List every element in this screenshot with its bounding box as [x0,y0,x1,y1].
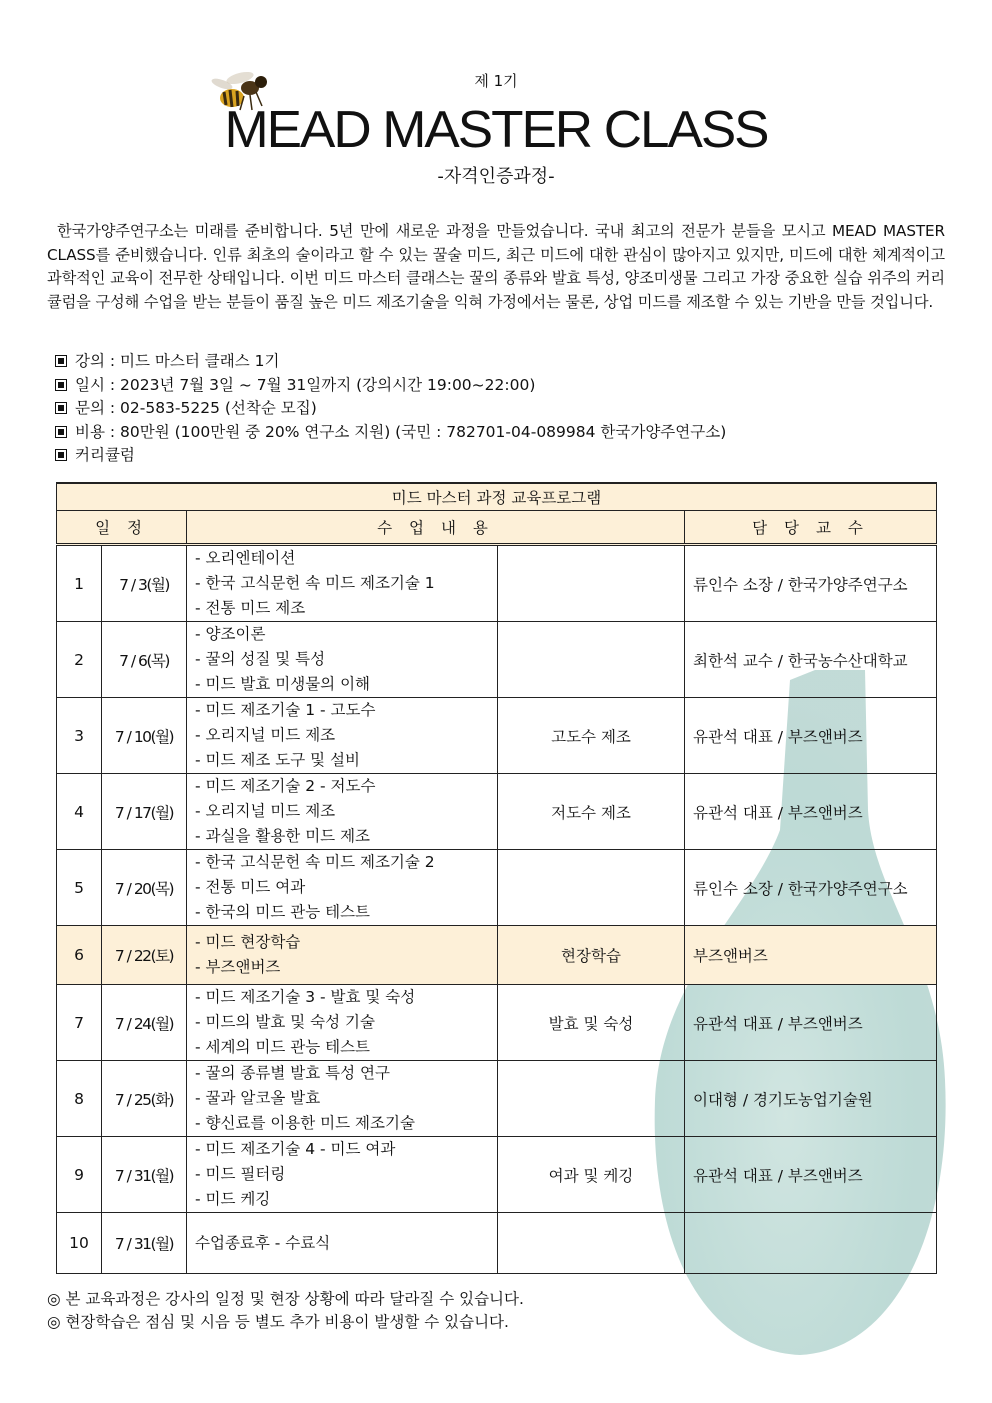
row-items [187,545,498,622]
notes [47,1288,524,1334]
row-number: 8 [57,1061,102,1137]
row-topic: 고도수 제조 [498,698,685,774]
row-item: - 향신료를 이용한 미드 제조기술 [195,1114,415,1132]
row-items [187,774,498,850]
row-date: 7 / 3(월) [102,545,187,622]
row-professor [685,1213,937,1274]
table-row [57,850,937,926]
row-item: - 미드 현장학습 [195,933,301,951]
row-items [187,1213,498,1274]
row-date: 7 / 6(목) [102,622,187,698]
row-items [187,1137,498,1213]
row-item: 수업종료후 - 수료식 [195,1233,331,1252]
info-item-lecture: 강의 : 미드 마스터 클래스 1기 [55,350,726,374]
row-items [187,698,498,774]
row-item: - 미드 제조기술 2 - 저도수 [195,777,376,795]
row-item: - 미드 케깅 [195,1190,271,1208]
curriculum-table [56,482,937,1274]
row-item: - 미드의 발효 및 숙성 기술 [195,1013,375,1031]
table-row [57,774,937,850]
row-item: - 꿀과 알코올 발효 [195,1089,321,1107]
header-content: 수 업 내 용 [187,511,685,545]
row-professor: 류인수 소장 / 한국가양주연구소 [685,850,937,926]
row-item: - 미드 제조기술 1 - 고도수 [195,701,376,719]
table-row [57,698,937,774]
row-professor: 유관석 대표 / 부즈앤버즈 [685,698,937,774]
row-professor: 류인수 소장 / 한국가양주연구소 [685,545,937,622]
header-schedule: 일 정 [57,511,187,545]
row-professor: 부즈앤버즈 [685,926,937,985]
intro-paragraph: 한국가양주연구소는 미래를 준비합니다. 5년 만에 새로운 과정을 만들었습니다. 국내 최고의 전문가 분들을 모시고 MEAD MASTER CLASS를 준비했습니다. 인류 최초의 술이라고 할 수 있는 꿀술 미드, 최근 미드에 대한 관심이 많아지고 있지만, 미드에 대한 체계적이고 과학적인 교육이 전무한 상태입니다. 이번 미드 마스터 클래스는 꿀의 종류와 발효 특성, 양조미생물 그리고 가장 중요한 실습 위주의 커리큘럼을 구성해 수업을 받는 분들이 품질 높은 미드 제조기술을 익혀 가정에서는 물론, 상업 미드를 제조할 수 있는 기반을 만들 것입니다. [47,222,945,311]
row-date: 7 / 24(월) [102,985,187,1061]
row-date: 7 / 31(월) [102,1213,187,1274]
row-number: 1 [57,545,102,622]
page-title: MEAD MASTER CLASS [224,101,768,159]
row-item: - 미드 제조기술 4 - 미드 여과 [195,1140,396,1158]
row-item: - 오리지널 미드 제조 [195,726,336,744]
row-professor: 유관석 대표 / 부즈앤버즈 [685,774,937,850]
note-schedule-change: ◎ 본 교육과정은 강사의 일정 및 현장 상황에 따라 달라질 수 있습니다. [47,1290,524,1308]
table-body [57,545,937,1274]
row-items [187,1061,498,1137]
row-topic: 발효 및 숙성 [498,985,685,1061]
row-topic [498,545,685,622]
row-item: - 과실을 활용한 미드 제조 [195,827,371,845]
row-item: - 미드 필터링 [195,1165,286,1183]
row-topic: 여과 및 케깅 [498,1137,685,1213]
row-date: 7 / 31(월) [102,1137,187,1213]
table-row [57,622,937,698]
row-number: 10 [57,1213,102,1274]
row-item: - 부즈앤버즈 [195,958,281,976]
row-number: 2 [57,622,102,698]
row-professor: 유관석 대표 / 부즈앤버즈 [685,985,937,1061]
row-item: - 세계의 미드 관능 테스트 [195,1038,371,1056]
row-topic [498,1061,685,1137]
row-date: 7 / 10(월) [102,698,187,774]
table-row [57,985,937,1061]
row-professor: 이대형 / 경기도농업기술원 [685,1061,937,1137]
row-date: 7 / 17(월) [102,774,187,850]
table-caption: 미드 마스터 과정 교육프로그램 [57,483,937,511]
row-item: - 한국의 미드 관능 테스트 [195,903,371,921]
table-row [57,1213,937,1274]
row-topic [498,850,685,926]
row-item: - 전통 미드 제조 [195,599,306,617]
row-items [187,985,498,1061]
info-item-contact: 문의 : 02-583-5225 (선착순 모집) [55,397,726,421]
row-item: - 양조이론 [195,625,266,643]
row-items [187,850,498,926]
row-item: - 한국 고식문헌 속 미드 제조기술 2 [195,853,435,871]
info-item-date: 일시 : 2023년 7월 3일 ~ 7월 31일까지 (강의시간 19:00~22:00) [55,374,726,398]
row-number: 5 [57,850,102,926]
row-topic: 현장학습 [498,926,685,985]
row-number: 7 [57,985,102,1061]
page-subtitle: -자격인증과정- [437,166,555,187]
row-date: 7 / 22(토) [102,926,187,985]
row-professor: 최한석 교수 / 한국농수산대학교 [685,622,937,698]
row-items [187,622,498,698]
info-list [55,350,726,468]
info-item-cost: 비용 : 80만원 (100만원 중 20% 연구소 지원) (국민 : 782701-04-089984 한국가양주연구소) [55,421,726,445]
row-topic: 저도수 제조 [498,774,685,850]
checkbox-icon [55,426,67,438]
row-item: - 미드 발효 미생물의 이해 [195,675,371,693]
table-row [57,926,937,985]
info-item-curriculum: 커리큘럼 [55,444,726,468]
checkbox-icon [55,449,67,461]
row-item: - 미드 제조 도구 및 설비 [195,751,360,769]
row-number: 3 [57,698,102,774]
note-extra-cost: ◎ 현장학습은 점심 및 시음 등 별도 추가 비용이 발생할 수 있습니다. [47,1313,509,1331]
row-number: 9 [57,1137,102,1213]
row-item: - 한국 고식문헌 속 미드 제조기술 1 [195,574,435,592]
row-topic [498,1213,685,1274]
checkbox-icon [55,379,67,391]
checkbox-icon [55,355,67,367]
row-item: - 오리지널 미드 제조 [195,802,336,820]
row-professor: 유관석 대표 / 부즈앤버즈 [685,1137,937,1213]
table-row [57,1137,937,1213]
checkbox-icon [55,402,67,414]
row-item: - 꿀의 종류별 발효 특성 연구 [195,1064,390,1082]
row-item: - 전통 미드 여과 [195,878,306,896]
row-date: 7 / 20(목) [102,850,187,926]
row-number: 6 [57,926,102,985]
row-items [187,926,498,985]
row-topic [498,622,685,698]
row-date: 7 / 25(화) [102,1061,187,1137]
row-item: - 미드 제조기술 3 - 발효 및 숙성 [195,988,416,1006]
edition-label: 제 1기 [474,72,518,90]
row-item: - 오리엔테이션 [195,549,296,567]
header-professor: 담 당 교 수 [685,511,937,545]
row-item: - 꿀의 성질 및 특성 [195,650,326,668]
table-row [57,545,937,622]
row-number: 4 [57,774,102,850]
table-row [57,1061,937,1137]
